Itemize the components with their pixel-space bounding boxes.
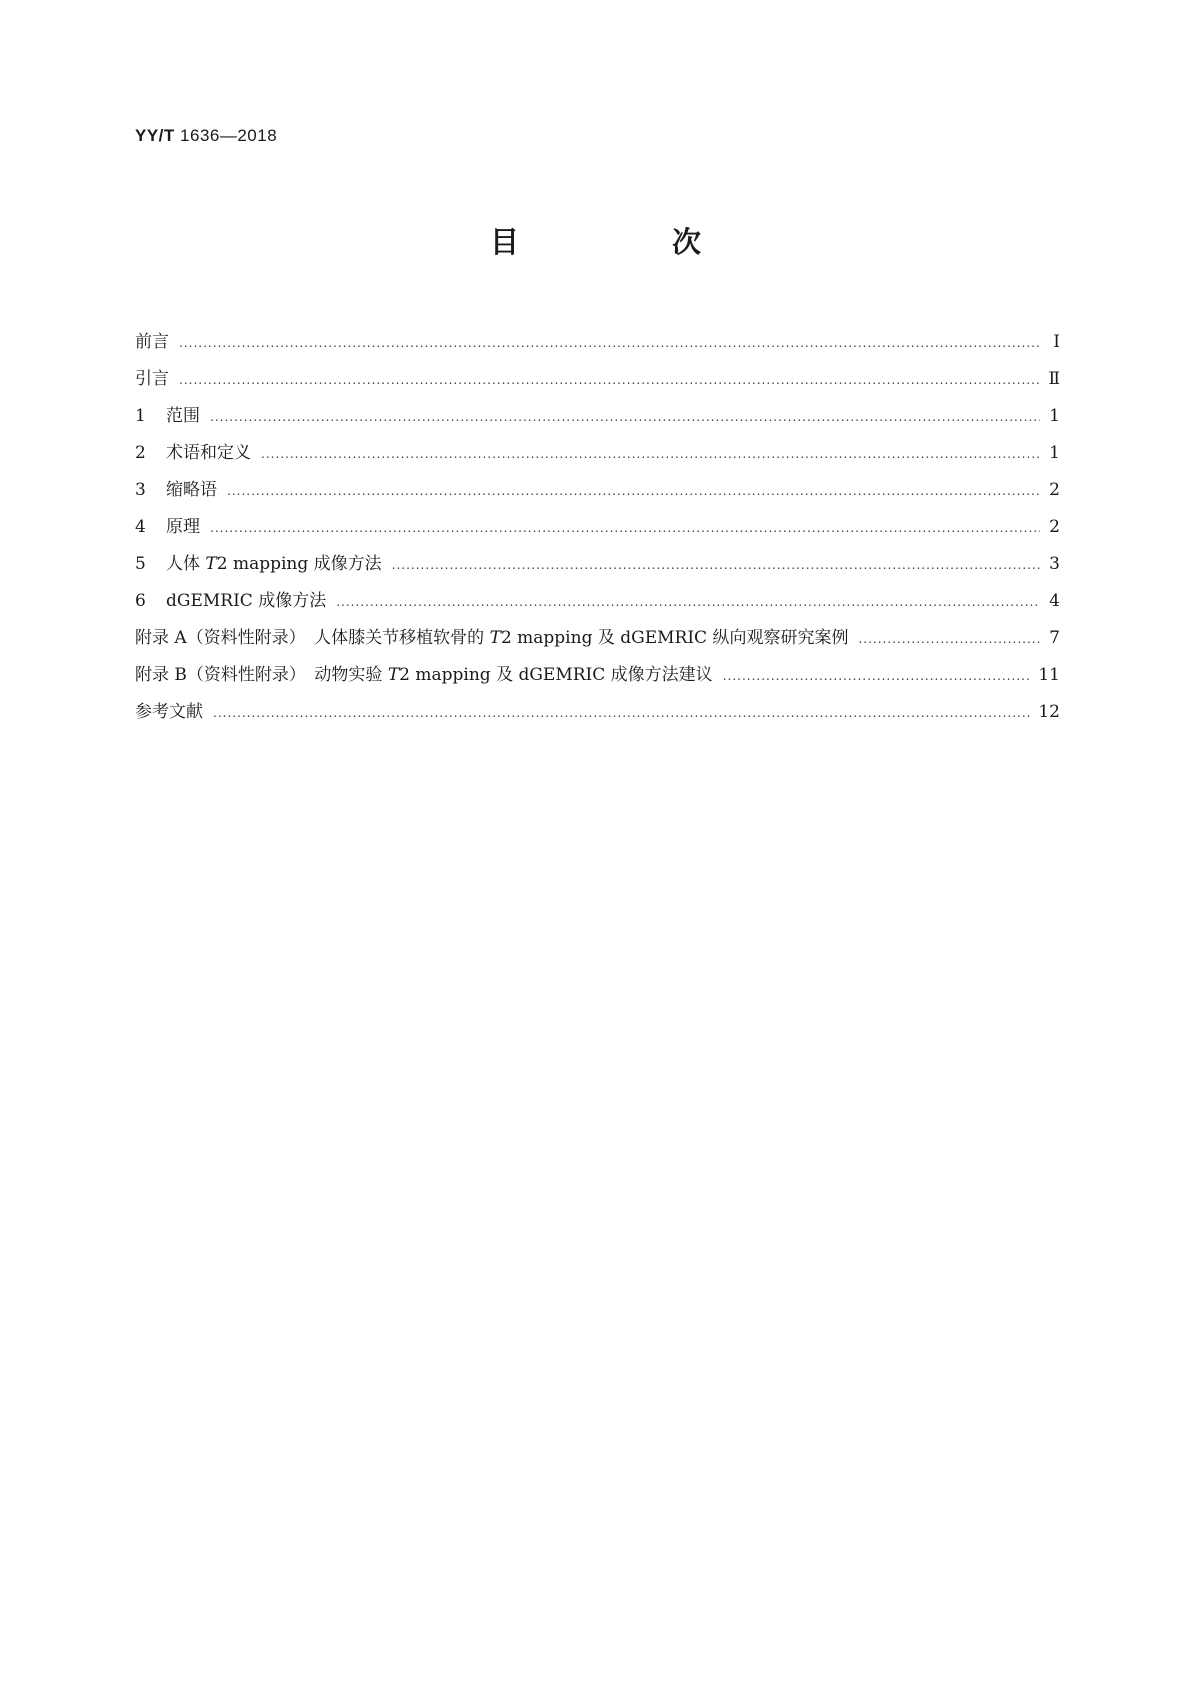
toc-leader-dots bbox=[723, 669, 1033, 683]
toc-page-number: Ⅰ bbox=[1053, 332, 1060, 352]
toc-entry-human-t2-mapping[interactable] bbox=[135, 549, 1060, 586]
toc-entry-number: 3 bbox=[135, 480, 146, 500]
standard-header bbox=[135, 126, 277, 146]
toc-entry-preface[interactable] bbox=[135, 327, 1060, 364]
toc-entry-label: 范围 bbox=[166, 406, 200, 426]
toc-leader-dots bbox=[227, 484, 1040, 498]
toc-entry-label: 附录 B（资料性附录） 动物实验 T2 mapping 及 dGEMRIC 成像方法建议 bbox=[135, 665, 713, 685]
toc-entry-number: 5 bbox=[135, 554, 146, 574]
toc-entry-label: 引言 bbox=[135, 369, 169, 389]
toc-entry-scope[interactable] bbox=[135, 401, 1060, 438]
toc-page-number: 2 bbox=[1049, 517, 1060, 537]
toc-leader-dots bbox=[179, 336, 1040, 350]
toc-title: 目 次 bbox=[489, 225, 763, 259]
toc-page-number: 4 bbox=[1049, 591, 1060, 611]
toc-entry-dgemric[interactable] bbox=[135, 586, 1060, 623]
toc-entry-label: 附录 A（资料性附录） 人体膝关节移植软骨的 T2 mapping 及 dGEMRIC 纵向观察研究案例 bbox=[135, 628, 849, 648]
toc-entry-number: 2 bbox=[135, 443, 146, 463]
toc-leader-dots bbox=[336, 595, 1040, 609]
toc-entry-label: 人体 T2 mapping 成像方法 bbox=[166, 554, 382, 574]
toc-leader-dots bbox=[392, 558, 1040, 572]
toc-entry-appendix-a[interactable] bbox=[135, 623, 1060, 660]
toc-entry-terms[interactable] bbox=[135, 438, 1060, 475]
table-of-contents bbox=[135, 327, 1060, 734]
toc-page-number: 2 bbox=[1049, 480, 1060, 500]
toc-entry-bibliography[interactable] bbox=[135, 697, 1060, 734]
standard-number: 1636—2018 bbox=[180, 126, 278, 145]
toc-leader-dots bbox=[179, 373, 1040, 387]
toc-entry-appendix-b[interactable] bbox=[135, 660, 1060, 697]
toc-entry-introduction[interactable] bbox=[135, 364, 1060, 401]
toc-page-number: 11 bbox=[1038, 665, 1060, 685]
toc-entry-label: dGEMRIC 成像方法 bbox=[166, 591, 327, 611]
toc-page-number: 1 bbox=[1049, 406, 1060, 426]
toc-leader-dots bbox=[858, 632, 1040, 646]
toc-entry-number: 4 bbox=[135, 517, 146, 537]
standard-code: YY/T bbox=[135, 126, 175, 145]
toc-leader-dots bbox=[210, 521, 1040, 535]
toc-leader-dots bbox=[213, 706, 1032, 720]
toc-entry-abbreviations[interactable] bbox=[135, 475, 1060, 512]
toc-entry-label: 参考文献 bbox=[135, 702, 203, 722]
toc-entry-label: 术语和定义 bbox=[166, 443, 251, 463]
toc-page-number: 1 bbox=[1049, 443, 1060, 463]
toc-entry-number: 6 bbox=[135, 591, 146, 611]
toc-entry-number: 1 bbox=[135, 406, 146, 426]
toc-entry-label: 前言 bbox=[135, 332, 169, 352]
toc-page-number: Ⅱ bbox=[1048, 369, 1060, 389]
toc-leader-dots bbox=[210, 410, 1040, 424]
toc-page-number: 3 bbox=[1049, 554, 1060, 574]
toc-entry-label: 原理 bbox=[166, 517, 200, 537]
toc-page-number: 7 bbox=[1049, 628, 1060, 648]
toc-page-number: 12 bbox=[1038, 702, 1060, 722]
toc-entry-label: 缩略语 bbox=[166, 480, 217, 500]
toc-entry-principle[interactable] bbox=[135, 512, 1060, 549]
toc-leader-dots bbox=[261, 447, 1040, 461]
